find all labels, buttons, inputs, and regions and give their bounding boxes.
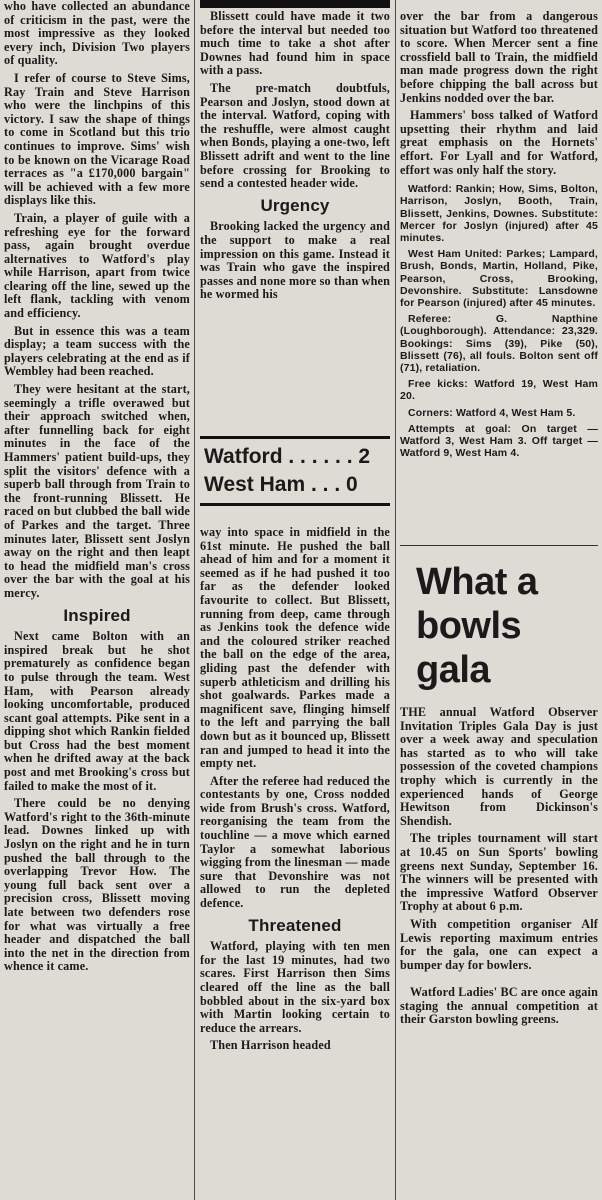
article-paragraph: who have collected an abundance of criticism in the past, were the most impressive as they looked every inch, Division Two players of quality. bbox=[4, 0, 190, 68]
column-1 bbox=[4, 0, 190, 978]
article-paragraph: over the bar from a dangerous situation but Watford too threatened to score. When Mercer sent a fine crossfield ball to Train, the midfield man made progress down the right before chipping the ball across but Jenkins nodded over the bar. bbox=[400, 9, 598, 105]
column-2-continued bbox=[200, 526, 390, 1057]
away-score: 0 bbox=[346, 473, 358, 496]
score-box bbox=[200, 436, 390, 506]
article-paragraph: Then Harrison headed bbox=[210, 1038, 331, 1053]
article-paragraph: THE annual Watford Observer Invitation Triples Gala Day is just over a week away and speculation has started as to who will take possession of the coveted champions trophy which is currently in the experienced hands of George Hewitson from Dickinson's Shendish. bbox=[400, 705, 598, 828]
article-paragraph: Blissett could have made it two before the interval but needed too much time to take a shot after Downes had found him in space with a pass. bbox=[200, 9, 390, 78]
subhead-threatened: Threatened bbox=[248, 915, 342, 935]
home-score: 2 bbox=[358, 445, 371, 468]
article-paragraph: way into space in midfield in the 61st minute. He pushed the ball ahead of him and for a moment it seemed as if he had pushed it too far as the defender looked favourite to collect. But Blissett, running from deep, came through as Jenkins took the defence wide and the coloured striker reached the ball on the edge of the area, gliding past the defender with superb athleticism and drilling his shot goalwards. Parkes made a magnificent save, flinging himself to the left and parrying the ball down but as it bounced up, Blissett ran and jumped to head it into the empty net. bbox=[200, 525, 390, 771]
subhead-urgency: Urgency bbox=[260, 195, 330, 215]
article-paragraph: Watford Ladies' BC are once again staging the annual competition at their Garston bowling greens. bbox=[400, 985, 598, 1027]
score-row-away bbox=[200, 471, 390, 499]
article-paragraph: With competition organiser Alf Lewis reporting maximum entries for the gala, one can expect a bumper day for bowlers. bbox=[400, 916, 598, 972]
referee-line: Referee: G. Napthine (Loughborough). Attendance: 23,329. Bookings: Sims (39), Pike (50), Blissett (76), all fouls. Bolton sent off (71), retaliation. bbox=[400, 313, 598, 374]
bowls-article bbox=[400, 560, 598, 1031]
column-rule-1 bbox=[194, 0, 195, 1200]
team-line-west-ham: West Ham United: Parkes; Lampard, Brush, Bonds, Martin, Holland, Pike, Pearson, Cross, Brooking, Devonshire. Substitute: Lansdowne for Pearson (injured) after 45 minutes. bbox=[400, 248, 598, 309]
article-paragraph: Hammers' boss talked of Watford upsetting their rhythm and laid great emphasis on the Hornets' effort. For Lyall and for Watford, effort was only half the story. bbox=[400, 108, 598, 177]
article-paragraph: Next came Bolton with an inspired break but he shot prematurely as confidence began to pulse through the team. West Ham, with Pearson already looking uncomfortable, produced scant goal attempts. Pike sent in a dipping shot which Rankin fielded but Cross had the best moment when he drifted away at the back post and met Brooking's cross but failed to make the most of it. bbox=[4, 629, 190, 793]
score-dots: . . . . . . bbox=[282, 445, 359, 468]
headline-line: gala bbox=[416, 649, 491, 691]
attempts-line: Attempts at goal: On target — Watford 3, West Ham 3. Off target — Watford 9, West Ham 4. bbox=[400, 422, 598, 460]
away-team: West Ham bbox=[204, 473, 306, 496]
headline-line: bowls bbox=[416, 605, 522, 647]
home-team: Watford bbox=[204, 445, 283, 468]
article-paragraph: But in essence this was a team display; a team success with the players celebrating at the end as if Wembley had been reached. bbox=[4, 323, 190, 379]
bowls-body bbox=[400, 706, 598, 1027]
article-paragraph: They were hesitant at the start, seemingly a trifle overawed but their approach switched when, after funnelling back for eight minutes in the face of the Hammers' patient build-ups, they split the visitors' defence with a superb ball through from Train to the front-running Blissett. He raced on but clubbed the ball wide of Parkes and the target. Three minutes later, Blissett sent Joslyn away on the right and then leapt to head the midfield man's cross over the bar with the goal at his mercy. bbox=[4, 382, 190, 600]
subhead-inspired: Inspired bbox=[63, 605, 131, 625]
article-paragraph: Watford, playing with ten men for the last 19 minutes, had two scares. First Harrison then Sims cleared off the line as the ball bobbled about in the six-yard box with Martin looking certain to reduce the arrears. bbox=[200, 939, 390, 1035]
free-kicks-line: Free kicks: Watford 19, West Ham 20. bbox=[400, 378, 598, 403]
article-paragraph: Train, a player of guile with a refreshing eye for the forward pass, again brought overdue alternatives to Watford's play while Harrison, apart from twice clearing off the line, sewed up the left flank, tackling with venom and efficiency. bbox=[4, 210, 190, 321]
team-line-watford: Watford: Rankin; How, Sims, Bolton, Harrison, Joslyn, Booth, Train, Blissett, Jenkins, Downes. Substitute: Mercer for Joslyn (injured) after 45 minutes. bbox=[400, 183, 598, 244]
headline-line: What a bbox=[416, 561, 538, 603]
section-divider bbox=[400, 545, 598, 546]
corners-line: Corners: Watford 4, West Ham 5. bbox=[408, 406, 576, 419]
article-paragraph: I refer of course to Steve Sims, Ray Train and Steve Harrison who were the linchpins of this victory. I saw the shape of things to come in Scotland but this trio continues to improve. Sims' wish to be known on the Vicarage Road terraces as "a £170,000 bargain" will be achieved with a few more displays like this. bbox=[4, 70, 190, 208]
article-paragraph: There could be no denying Watford's right to the 36th-minute lead. Downes linked up with Joslyn on the right and he in turn pushed the ball through to the overlapping Trevor How. The young full back sent over a precision cross, Blissett moving late between two defenders rose for what was virtually a free header and dispatched the ball into the net in the direction from whence it came. bbox=[4, 796, 190, 974]
article-paragraph: After the referee had reduced the contestants by one, Cross nodded wide from Brush's cross. Watford, reorganising the team from the touchline — a move which earned Taylor a somewhat laborious wigging from the linesman — made sure that Devonshire was not allowed to run the depleted defence. bbox=[200, 773, 390, 911]
article-paragraph: The pre-match doubtfuls, Pearson and Joslyn, stood down at the interval. Watford, coping with the reshuffle, were almost caught when Bonds, playing a one-two, left Blissett adrift and went to the line before crossing for Brooking to send a contested header wide. bbox=[200, 80, 390, 191]
score-row-home bbox=[200, 443, 390, 471]
score-dots: . . . bbox=[305, 473, 346, 496]
column-rule-2 bbox=[395, 0, 396, 1200]
match-details bbox=[400, 183, 598, 459]
article-paragraph: The triples tournament will start at 10.45 on Sun Sports' bowling greens next Sunday, September 16. The winners will be presented with the impressive Watford Observer Trophy at about 6 p.m. bbox=[400, 831, 598, 914]
column-3 bbox=[400, 10, 598, 463]
article-paragraph: Brooking lacked the urgency and the support to make a real impression on this game. Instead it was Train who gave the inspired passes and none more so than when he wormed his bbox=[200, 219, 390, 302]
column-2 bbox=[200, 10, 390, 306]
top-black-bar bbox=[200, 0, 390, 8]
